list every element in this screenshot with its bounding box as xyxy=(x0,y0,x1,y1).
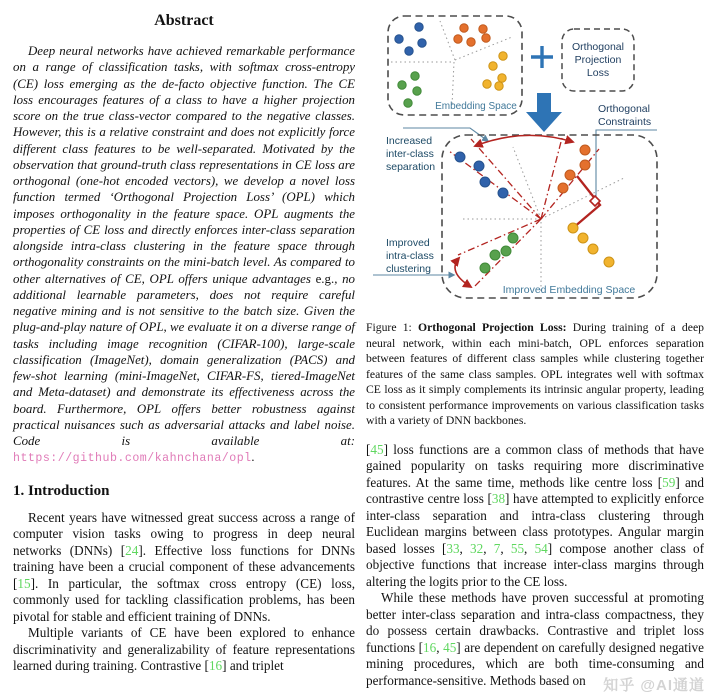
text-run: . xyxy=(251,450,255,465)
feature-point xyxy=(404,99,412,107)
feature-point xyxy=(482,34,490,42)
citation-ref[interactable]: 24 xyxy=(125,542,139,558)
feature-point xyxy=(467,38,475,46)
plus-icon xyxy=(531,46,553,68)
intra-class-label-1: Improved xyxy=(386,237,430,249)
feature-point xyxy=(558,183,568,193)
feature-point xyxy=(578,233,588,243)
abstract-heading: Abstract xyxy=(154,12,214,29)
panel1-blue-dots xyxy=(395,23,426,55)
text-run: , xyxy=(524,540,535,556)
feature-point xyxy=(480,263,490,273)
text-run: ]. Effective loss functions for DNNs training have been a crucial component of these advancements [ xyxy=(13,542,355,591)
feature-point xyxy=(415,23,423,31)
citation-ref[interactable]: 16 xyxy=(423,639,437,655)
opl-box-label-1: Orthogonal xyxy=(572,41,624,53)
citation-ref[interactable]: 32 xyxy=(470,540,484,556)
text-run: ] are dependent on carefully designed negative mining procedures, which are both time-consuming and performance-sensitive. Methods based on xyxy=(366,639,704,688)
introduction-heading: 1. Introduction xyxy=(13,482,110,499)
orthogonal-constraints-pointer-line xyxy=(596,130,657,198)
text-run: ] loss functions are a common class of methods that have gained popularity on tasks requiring more discriminative features. At the same time, methods like centre loss [ xyxy=(366,441,704,490)
text-run: [ xyxy=(366,441,371,457)
feature-point xyxy=(495,82,503,90)
citation-ref[interactable]: 45 xyxy=(443,639,457,655)
intra-class-clustering-arrow xyxy=(455,258,471,287)
citation-ref[interactable]: 55 xyxy=(510,540,525,556)
opl-loss-box xyxy=(562,29,634,91)
citation-ref[interactable]: 7 xyxy=(493,540,501,556)
orthogonal-constraints-label-1: Orthogonal xyxy=(598,103,650,115)
feature-point xyxy=(480,177,490,187)
feature-point xyxy=(499,52,507,60)
text-run: Recent years have witnessed great success across a range of computer vision tasks owing to progress in deep neural networks (DNNs) [ xyxy=(13,509,355,558)
intra-class-label-2: intra-class xyxy=(386,250,434,262)
class-wedge-lines xyxy=(449,138,599,288)
citation-ref[interactable]: 54 xyxy=(534,540,548,556)
text-run: , xyxy=(436,639,444,655)
left-column xyxy=(13,6,355,675)
right-paragraph-1 xyxy=(366,442,704,591)
github-link[interactable]: https://github.com/kahnchana/opl xyxy=(13,452,252,466)
feature-point xyxy=(455,152,465,162)
inter-class-label-3: separation xyxy=(386,161,436,173)
panel1-orange-dots xyxy=(454,24,490,46)
text-run: While these methods have proven successful at promoting better inter-class separation and intra-class compactness, they do possess certain drawbacks. Contrastive and triplet loss functions [ xyxy=(366,590,704,655)
improved-embedding-space-label: Improved Embedding Space xyxy=(502,284,636,296)
feature-point xyxy=(474,161,484,171)
text-run: ] compose another class of objective functions that increase inter-class margins through altering the logits prior to the CE loss. xyxy=(366,540,705,589)
text-run: , xyxy=(483,540,494,556)
feature-point xyxy=(460,24,468,32)
figure-1 xyxy=(366,0,704,308)
text-run: Multiple variants of CE have been explored to enhance discriminativity and generalizability of feature representations learned during training. Contrastive [ xyxy=(13,625,355,673)
embedding-space-label: Embedding Space xyxy=(435,101,517,112)
feature-point xyxy=(454,35,462,43)
feature-point xyxy=(501,246,511,256)
figure-1-caption xyxy=(366,320,704,429)
inter-class-separation-arrow xyxy=(475,135,573,146)
text-run: ] and triplet xyxy=(222,658,284,673)
orthogonal-constraints-label-2: Constraints xyxy=(598,116,652,128)
watermark: 知乎 @AI通道 xyxy=(603,677,705,694)
feature-point xyxy=(604,257,614,267)
feature-point xyxy=(405,47,413,55)
feature-point xyxy=(580,145,590,155)
embedding-space-panel xyxy=(388,16,522,115)
text-run: Deep neural networks have achieved remarkable performance on a range of classification tasks, with softmax cross-entropy (CE) loss emerging as the de-facto objective function. The CE loss encourages features of a class to have a higher projection score on the true class-vector compared to the negative classes. However, this is a relative constraint and does not explicitly force different class features to be well-separated. Motivated by the observation that ground-truth class representations in CE loss are orthogonal (one-hot encoded vectors), we develop a novel loss function termed ‘Orthogonal Projection Loss’ (OPL) which imposes orthogonality in the feature space. OPL augments the properties of CE loss and directly enforces inter-class separation alongside intra-class clustering in the feature space through orthogonality constraints on the mini-batch level. As compared to other alternatives of CE, OPL offers unique advantages xyxy=(13,44,355,286)
citation-ref[interactable]: 15 xyxy=(17,575,31,591)
citation-ref[interactable]: 33 xyxy=(446,540,460,556)
citation-ref[interactable]: 38 xyxy=(491,491,506,507)
intra-class-label-3: clustering xyxy=(386,263,431,275)
orthogonal-constraints-callout xyxy=(596,103,657,198)
feature-point xyxy=(580,160,590,170)
text-run: ]. In particular, the softmax cross entropy (CE) loss, commonly used for tackling classification problems, has been pivotal for stable and efficient training of DNNs. xyxy=(13,575,355,624)
text-run: ] have attempted to explicitly enforce inter-class separation and intra-class clustering through Euclidean margins between class prototypes. Angular margin based losses [ xyxy=(366,491,704,556)
improved-embedding-space-panel xyxy=(442,135,657,298)
opl-box-label-2: Projection xyxy=(574,54,622,66)
feature-point xyxy=(565,170,575,180)
inter-class-label-1: Increased xyxy=(386,135,433,147)
panel1-yellow-dots xyxy=(483,52,507,90)
feature-point xyxy=(508,233,518,243)
down-arrow-icon xyxy=(526,93,562,132)
text-run: , no additional learnable parameters, does not require careful negative mining and is not sensitive to the batch size. Given the plug-and-play nature of OPL, we evaluate it on a diverse range of tasks including image recognition (CIFAR-100), large-scale classification (ImageNet), domain generalization (PACS) and few-shot learning (mini-ImageNet, CIFAR-FS, tiered-ImageNet and Meta-dataset) and demonstrate its effectiveness across the board. Furthermore, OPL offers better robustness against practical nuisances such as adversarial attacks and label noise. Code is available at: xyxy=(13,271,355,448)
feature-point xyxy=(498,188,508,198)
opl-box-label-3: Loss xyxy=(586,67,610,79)
feature-point xyxy=(498,74,506,82)
text-run: , xyxy=(500,540,511,556)
feature-point xyxy=(479,25,487,33)
text-run: Orthogonal Projection Loss: xyxy=(418,321,567,334)
feature-point xyxy=(418,39,426,47)
figure-1-svg xyxy=(366,0,704,308)
intro-paragraph-2 xyxy=(13,625,355,675)
abstract-text xyxy=(13,43,355,468)
feature-point xyxy=(568,223,578,233)
panel2-green-dots xyxy=(480,233,518,273)
intro-paragraph-1 xyxy=(13,510,355,626)
panel2-yellow-dots xyxy=(568,223,614,267)
improved-space-border xyxy=(442,135,657,298)
text-run: During training of a deep neural network, within each mini-batch, OPL enforces separation between features of different class samples while clustering together features of the same class samples. OPL integrates well with softmax CE loss as it simply complements its intrinsic angular property, leading to consistent performance improvements on various classification tasks with a variety of DNN backbones. xyxy=(366,321,704,428)
text-run: ] and contrastive centre loss [ xyxy=(366,474,704,507)
feature-point xyxy=(411,72,419,80)
inter-class-label-2: inter-class xyxy=(386,148,434,160)
feature-point xyxy=(398,81,406,89)
panel1-green-dots xyxy=(398,72,421,107)
feature-point xyxy=(483,80,491,88)
feature-point xyxy=(413,87,421,95)
text-run: e.g. xyxy=(315,271,335,286)
feature-point xyxy=(395,35,403,43)
citation-ref[interactable]: 59 xyxy=(662,474,676,490)
text-run: Figure 1: xyxy=(366,321,419,334)
citation-ref[interactable]: 45 xyxy=(370,441,384,457)
citation-ref[interactable]: 16 xyxy=(208,658,223,673)
feature-point xyxy=(489,62,497,70)
feature-point xyxy=(588,244,598,254)
right-column xyxy=(366,0,704,689)
text-run: , xyxy=(459,540,471,556)
feature-point xyxy=(490,250,500,260)
